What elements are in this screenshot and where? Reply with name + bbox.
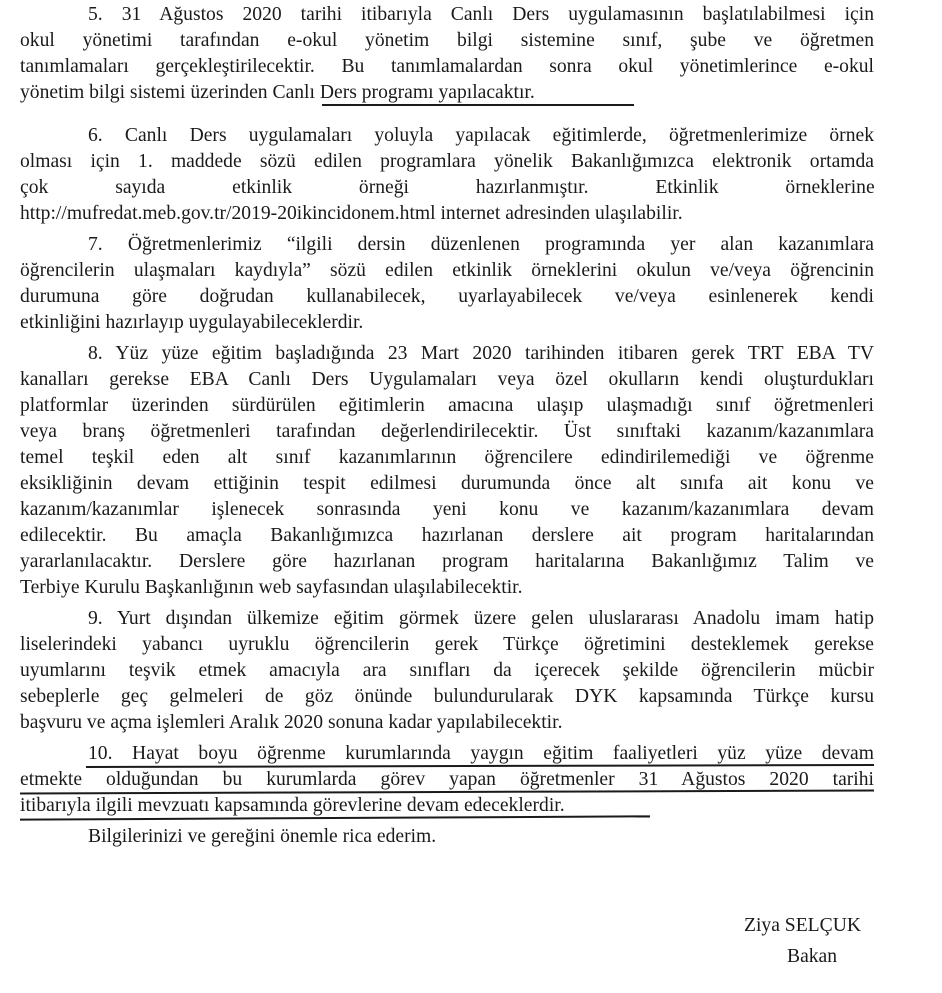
signatory-title: Bakan xyxy=(787,946,838,967)
paragraph-line: edilecektir. Bu amaçla Bakanlığımızca hazırlanan derslere ait program haritalarından xyxy=(20,525,874,546)
paragraph-line: etkinliğini hazırlayıp uygulayabileceklerdir. xyxy=(20,312,364,333)
paragraph-line: başvuru ve açma işlemleri Aralık 2020 sonuna kadar yapılabilecektir. xyxy=(20,712,563,733)
paragraph-line: 10. Hayat boyu öğrenme kurumlarında yaygın eğitim faaliyetleri yüz yüze devam xyxy=(88,743,874,764)
paragraph-line: yararlanılacaktır. Derslere göre hazırlanan program haritalarına Bakanlığımız Talim ve xyxy=(20,551,874,572)
paragraph-line: 5. 31 Ağustos 2020 tarihi itibarıyla Canlı Ders uygulamasının başlatılabilmesi için xyxy=(88,4,874,25)
handwritten-underline xyxy=(322,104,634,106)
paragraph-line: çok sayıda etkinlik örneği hazırlanmıştır. Etkinlik örneklerine xyxy=(20,177,875,198)
paragraph-line: 9. Yurt dışından ülkemize eğitim görmek üzere gelen uluslararası Anadolu imam hatip xyxy=(88,608,874,629)
paragraph-line: platformlar üzerinden sürdürülen eğitimlerin amacına ulaşıp ulaşmadığı sınıf öğretmenleri xyxy=(20,395,874,416)
paragraph-line: sebeplerle geç gelmeleri de göz önünde bulundurularak DYK kapsamında Türkçe kursu xyxy=(20,686,874,707)
paragraph-line: öğrencilerin ulaşmaları kaydıyla” sözü edilen etkinlik örneklerini okulun ve/veya öğrencinin xyxy=(20,260,874,281)
paragraph-line: 6. Canlı Ders uygulamaları yoluyla yapılacak eğitimlerde, öğretmenlerimize örnek xyxy=(88,125,874,146)
paragraph-line: liselerindeki yabancı uyruklu öğrencilerin gerek Türkçe öğretimini desteklemek gerekse xyxy=(20,634,874,655)
paragraph-line: kanalları gerekse EBA Canlı Ders Uygulamaları veya özel okulların kendi oluşturdukları xyxy=(20,369,874,390)
paragraph-line: olması için 1. maddede sözü edilen programlara yönelik Bakanlığımızca elektronik ortamda xyxy=(20,151,874,172)
paragraph-line: eksikliğinin devam ettiğinin tespit edilmesi durumunda önce alt sınıfa ait konu ve xyxy=(20,473,874,494)
paragraph-line: kazanım/kazanımlar işlenecek sonrasında yeni konu ve kazanım/kazanımlara devam xyxy=(20,499,874,520)
paragraph-line: etmekte olduğundan bu kurumlarda görev yapan öğretmenler 31 Ağustos 2020 tarihi xyxy=(20,769,874,790)
paragraph-line: temel teşkil eden alt sınıf kazanımlarının öğrencilere edindirilemediği ve öğrenme xyxy=(20,447,874,468)
paragraph-line: tanımlamaları gerçekleştirilecektir. Bu tanımlamalardan sonra okul yönetimlerince e-okul xyxy=(20,56,874,77)
signatory-name: Ziya SELÇUK xyxy=(744,915,862,936)
paragraph-line: itibarıyla ilgili mevzuatı kapsamında görevlerine devam edeceklerdir. xyxy=(20,795,565,816)
paragraph-line: yönetim bilgi sistemi üzerinden Canlı Ders programı yapılacaktır. xyxy=(20,82,535,103)
closing-sentence: Bilgilerinizi ve gereğini önemle rica ederim. xyxy=(88,826,437,847)
paragraph-line: uyumlarını teşvik etmek amacıyla ara sınıfları da içerecek şekilde öğrencilerin mücbir xyxy=(20,660,874,681)
paragraph-line: 7. Öğretmenlerimiz “ilgili dersin düzenlenen programında yer alan kazanımlara xyxy=(88,234,874,255)
paragraph-line: durumuna göre doğrudan kullanabilecek, uyarlayabilecek ve/veya esinlenerek kendi xyxy=(20,286,874,307)
paragraph-line: veya branş öğretmenleri tarafından değerlendirilecektir. Üst sınıftaki kazanım/kazanımlara xyxy=(20,421,874,442)
paragraph-line: http://mufredat.meb.gov.tr/2019-20ikincidonem.html internet adresinden ulaşılabilir. xyxy=(20,203,683,224)
paragraph-line: 8. Yüz yüze eğitim başladığında 23 Mart 2020 tarihinden itibaren gerek TRT EBA TV xyxy=(88,343,874,364)
paragraph-line: Terbiye Kurulu Başkanlığının web sayfasından ulaşılabilecektir. xyxy=(20,577,523,598)
paragraph-line: okul yönetimi tarafından e-okul yönetim bilgi sistemine sınıf, şube ve öğretmen xyxy=(20,30,874,51)
